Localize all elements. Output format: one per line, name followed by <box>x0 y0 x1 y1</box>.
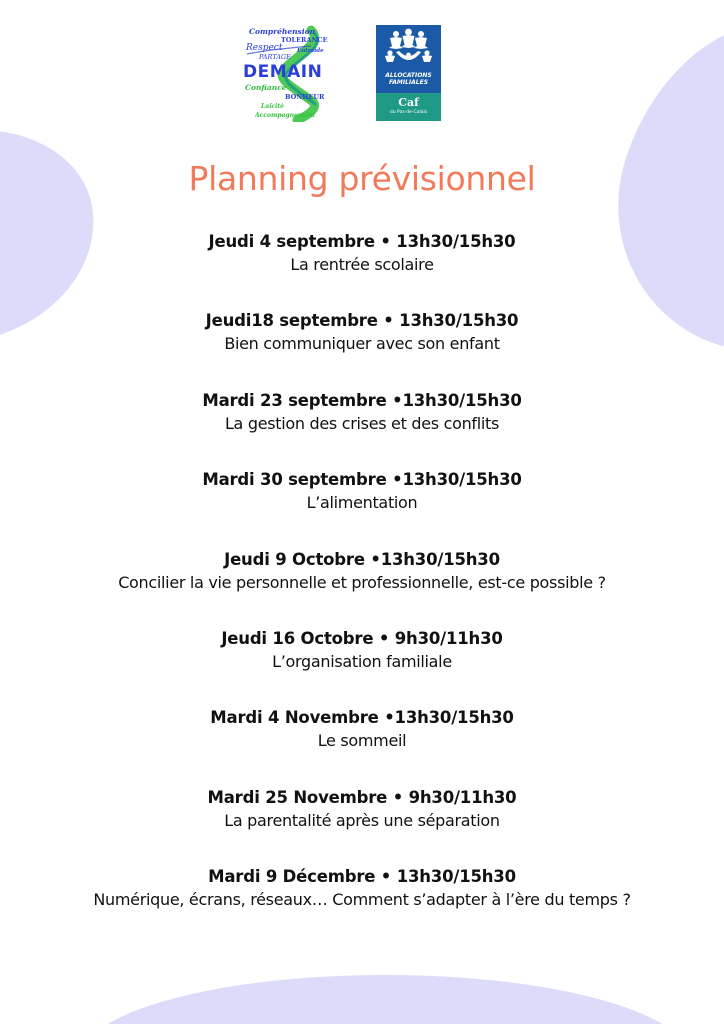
event-topic: L’organisation familiale <box>272 651 452 671</box>
demain-logo-word: TOLERANCE <box>281 36 328 44</box>
event-date: Mardi 30 septembre •13h30/15h30 <box>202 470 522 490</box>
demain-logo-word: Accompagnement <box>255 112 316 119</box>
event-date: Jeudi 4 septembre • 13h30/15h30 <box>208 232 516 251</box>
page-title: Planning prévisionnel <box>188 159 536 198</box>
event-item <box>0 706 724 785</box>
event-topic: L’alimentation <box>306 493 418 513</box>
demain-logo-word: DEMAIN <box>243 62 323 82</box>
event-item <box>0 627 724 706</box>
event-item <box>0 865 724 944</box>
demain-logo-word: Laïcité <box>261 103 284 110</box>
event-date: Mardi 23 septembre •13h30/15h30 <box>202 390 522 410</box>
caf-logo <box>376 25 441 121</box>
event-item <box>0 786 724 865</box>
caf-family-icon <box>376 25 441 71</box>
event-date: Jeudi18 septembre • 13h30/15h30 <box>205 311 519 331</box>
decorative-blob-bottom <box>80 975 690 1024</box>
event-topic: La parentalité après une séparation <box>224 810 500 830</box>
demain-logo-word: PARTAGE <box>259 53 291 61</box>
event-topic: La gestion des crises et des conflits <box>224 413 500 433</box>
demain-logo-word: Entraide <box>297 48 324 54</box>
event-item <box>0 468 724 547</box>
caf-line2: FAMILIALES <box>388 79 429 86</box>
demain-logo-word: Confiance <box>245 83 287 92</box>
caf-allocations-label <box>376 72 441 86</box>
event-topic: Concilier la vie personnelle et professionnelle, est-ce possible ? <box>118 572 606 592</box>
caf-name: Caf <box>398 96 419 109</box>
event-topic: Le sommeil <box>317 731 407 751</box>
demain-logo <box>241 24 333 122</box>
event-topic: Numérique, écrans, réseaux… Comment s’adapter à l’ère du temps ? <box>93 890 631 910</box>
event-topic: Bien communiquer avec son enfant <box>224 334 500 354</box>
event-date: Mardi 9 Décembre • 13h30/15h30 <box>208 867 516 887</box>
event-list <box>0 230 724 945</box>
demain-logo-word: Compréhension <box>249 27 316 36</box>
event-date: Mardi 25 Novembre • 9h30/11h30 <box>207 787 517 807</box>
caf-line1: ALLOCATIONS <box>385 72 432 79</box>
event-date: Jeudi 16 Octobre • 9h30/11h30 <box>221 628 503 648</box>
demain-logo-word: Respect <box>246 43 283 53</box>
event-date: Mardi 4 Novembre •13h30/15h30 <box>210 708 514 728</box>
caf-department: du Pas-de-Calais <box>389 110 428 115</box>
event-item <box>0 389 724 468</box>
event-item <box>0 548 724 627</box>
event-date: Jeudi 9 Octobre •13h30/15h30 <box>224 549 500 569</box>
demain-logo-word: BONHEUR <box>285 93 325 101</box>
event-item <box>0 309 724 388</box>
event-topic: La rentrée scolaire <box>290 255 434 274</box>
event-item <box>0 230 724 309</box>
caf-green-band <box>376 93 441 121</box>
